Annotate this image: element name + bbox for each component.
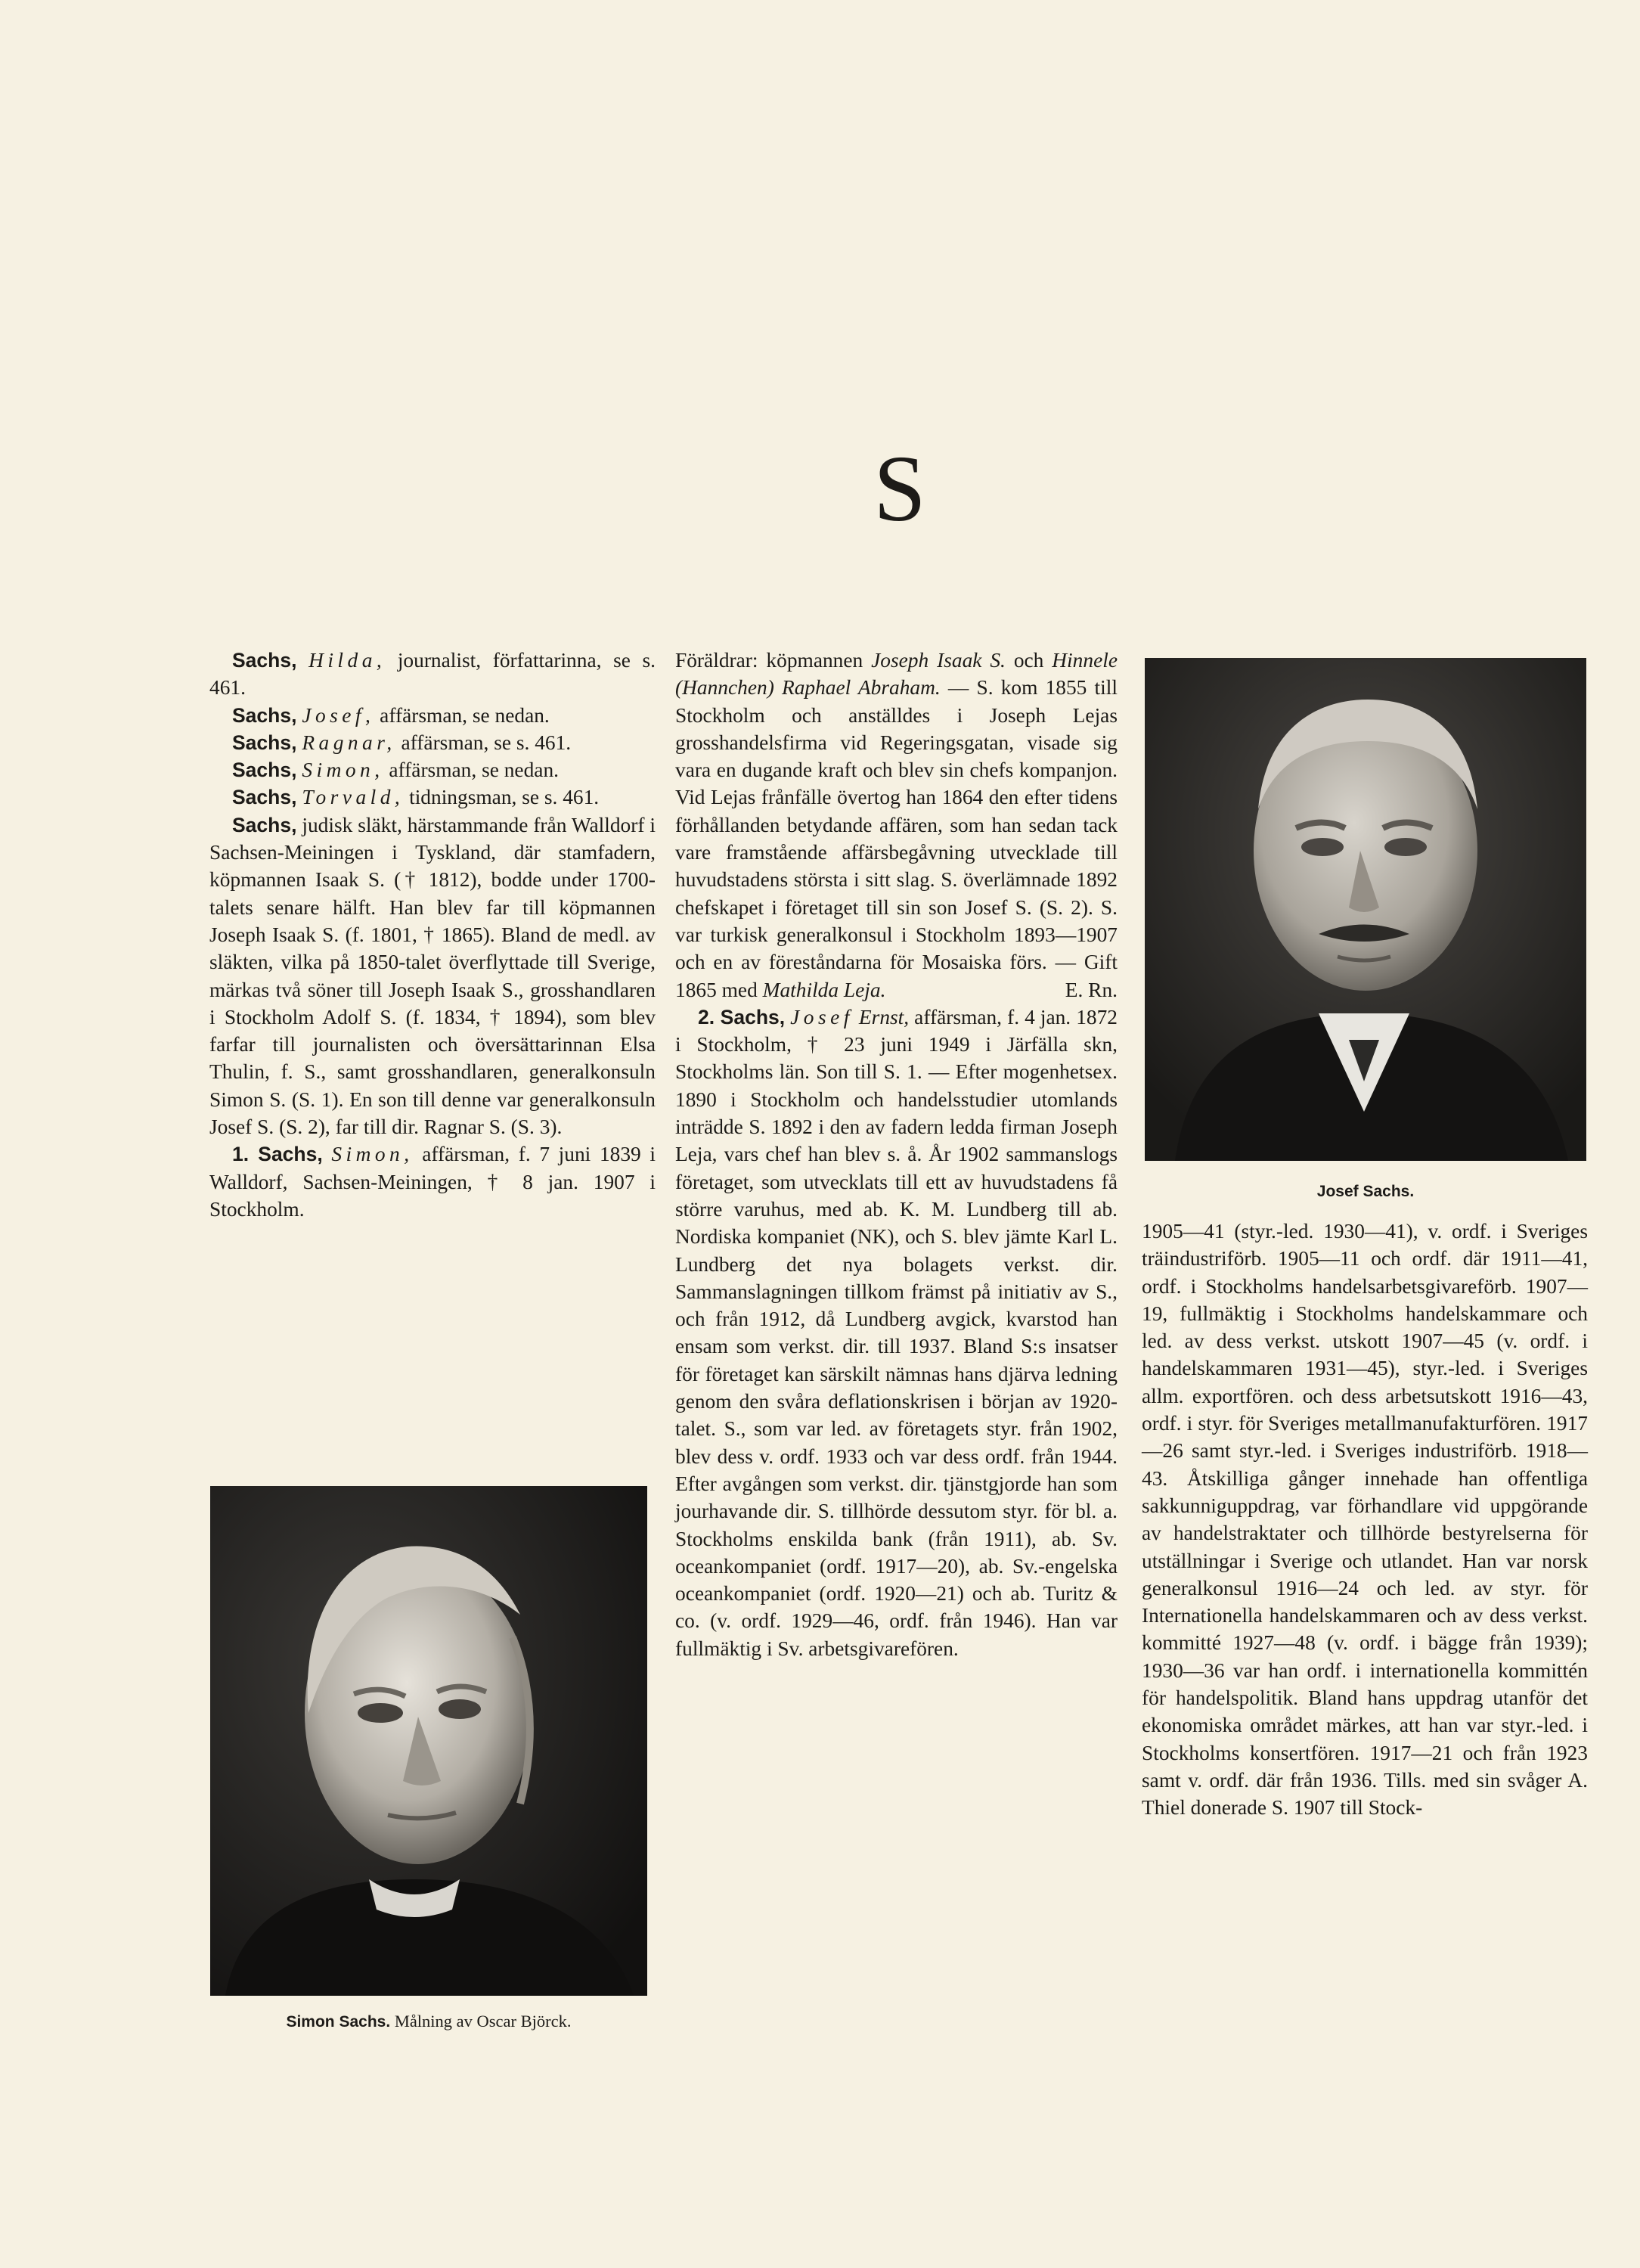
- entry-name: Hilda,: [308, 649, 386, 672]
- entry-headword: Sachs,: [232, 759, 297, 782]
- entry-name: Josef,: [302, 703, 375, 727]
- entry-name: Ragnar,: [302, 731, 396, 754]
- entry-simon-ref: [209, 756, 656, 783]
- portrait-simon-sachs: [210, 1486, 647, 1996]
- caption-name: Josef Sachs.: [1316, 1183, 1415, 1200]
- entry-josef-ref: [209, 702, 656, 729]
- caption-name: Simon Sachs.: [286, 2013, 391, 2031]
- entry-text: journalist, författarinna, se s. 461.: [209, 649, 656, 700]
- entry-text: affärsman, se nedan.: [374, 703, 550, 727]
- entry-headword: 1. Sachs,: [232, 1143, 323, 1166]
- entry-headword: Sachs,: [232, 703, 297, 727]
- entry-text: tidningsman, se s. 461.: [404, 786, 600, 809]
- entry-headword: Sachs,: [232, 649, 297, 672]
- entry-headword: 2. Sachs,: [698, 1005, 786, 1029]
- entry-text: Föräldrar: köpmannen: [675, 649, 872, 672]
- entry-italic: Mathilda Leja.: [762, 978, 886, 1001]
- entry-text: affärsman, f. 7 juni 1839 i Walldorf, Sachsen-Meiningen, † 8 jan. 1907 i Stockholm.: [209, 1143, 656, 1221]
- entry-text: affärsman, se nedan.: [383, 759, 559, 782]
- entry-name: Simon,: [302, 759, 384, 782]
- entry-hilda: [209, 647, 656, 702]
- entry-headword: Sachs,: [232, 813, 297, 836]
- column-1: [209, 647, 656, 1223]
- entry-simon-continued: [675, 647, 1118, 1004]
- caption-credit: Målning av Oscar Björck.: [390, 2012, 572, 2031]
- column-3: [1142, 1218, 1588, 1822]
- entry-text: affärsman, se s. 461.: [395, 731, 572, 754]
- entry-name: Josef: [790, 1005, 854, 1029]
- portrait-josef-sachs: [1145, 658, 1586, 1161]
- section-letter: S: [873, 437, 926, 541]
- author-signature: E. Rn.: [1065, 978, 1118, 1001]
- column-2: [675, 647, 1118, 1662]
- entry-family: [209, 811, 656, 1141]
- entry-name: Ernst,: [858, 1005, 910, 1029]
- entry-text: och: [1005, 649, 1053, 672]
- entry-italic: Joseph Isaak S.: [871, 649, 1006, 672]
- entry-ragnar: [209, 729, 656, 756]
- entry-josef-continued: 1905—41 (styr.-led. 1930—41), v. ordf. i Sveriges träindustriförb. 1905—11 och ordf. där 1911—41, ordf. i Stockholms handelsarbetsgivareförb. 1907—19, fullmäktig i Stockholms handelskammare och led. av dess verkst. utskott 1907—45 (v. ordf. i handelskammaren 1931—45), styr.-led. i Sveriges allm. exportfören. och dess arbetsutskott 1916—43, ordf. i styr. för Sveriges metallmanufakturfören. 1917—26 samt styr.-led. i Sveriges industriförb. 1918—43. Åtskilliga gånger innehade han offentliga sakkunniguppdrag, var förhandlare vid uppgörande av handelstraktater och tillhörde bestyrelserna för utställningar i Sverige och utlandet. Han var norsk generalkonsul 1916—24 och led. av styr. för Internationella handelskammaren och av dess verkst. kommitté 1927—48 (v. ordf. i bägge från 1939); 1930—36 var han ordf. i internationella kommittén för handelspolitik. Bland hans uppdrag utanför det ekonomiska området märkes, att han var styr.-led. i Stockholms konsertfören. 1917—21 och från 1923 samt v. ordf. där från 1936. Tills. med sin svåger A. Thiel donerade S. 1907 till Stock-: [1142, 1220, 1588, 1820]
- entry-italic: Hinnele (Hannchen) Raphael Abraham.: [675, 649, 1118, 700]
- entry-headword: Sachs,: [232, 731, 297, 754]
- entry-josef: [675, 1004, 1118, 1662]
- entry-simon: [209, 1140, 656, 1223]
- caption-simon: [210, 2011, 647, 2033]
- entry-text: — S. kom 1855 till Stockholm och anställdes i Joseph Lejas grosshandelsfirma vid Regeringsgatan, visade sig vara en dugande kraft och blev sin chefs kompanjon. Vid Lejas frånfälle övertog han 1864 den efter tidens förhållanden betydande affären, som han sedan tack vare framstående affärsbegåvning utvecklade till huvudstadens största i sitt slag. S. överlämnade 1892 chefskapet i företaget till sin son Josef S. (S. 2). S. var turkisk generalkonsul i Stockholm 1893—1907 och en av föreståndarna för Mosaiska förs. — Gift 1865 med: [675, 676, 1118, 1001]
- entry-headword: Sachs,: [232, 786, 297, 809]
- entry-text: judisk släkt, härstammande från Walldorf i Sachsen-Meiningen i Tyskland, där stamfadern, köpmannen Isaak S. († 1812), bodde under 1700-talets senare hälft. Han blev far till köpmannen Joseph Isaak S. (f. 1801, † 1865). Bland de medl. av släkten, vilka på 1850-talet överflyttade till Sverige, märkas två söner till Joseph Isaak S., grosshandlaren i Stockholm Adolf S. (f. 1834, † 1894), som blev farfar till journalisten och översättarinnan Elsa Thulin, f. S., samt grosshandlaren, generalkonsuln Simon S. (S. 1). En son till denne var generalkonsuln Josef S. (S. 2), far till dir. Ragnar S. (S. 3).: [209, 813, 656, 1139]
- entry-name: Simon,: [331, 1143, 414, 1166]
- entry-torvald: [209, 783, 656, 811]
- caption-josef: [1145, 1181, 1586, 1202]
- entry-text: affärsman, f. 4 jan. 1872 i Stockholm, † 23 juni 1949 i Järfälla skn, Stockholms län. Son till S. 1. — Efter mogenhetsex. 1890 i Stockholm och handelsstudier utomlands inträdde S. 1892 i den av fadern ledda firman Joseph Leja, vars chef han blev s. å. År 1902 sammanslogs företaget, som utvecklats till ett av huvudstadens få större varuhus, med ab. K. M. Lundberg till ab. Nordiska kompaniet (NK), och S. blev jämte Karl L. Lundberg det nya bolagets verkst. dir. Sammanslagningen tillkom främst på initiativ av S., och från 1912, då Lundberg avgick, kvarstod han ensam som verkst. dir. till 1937. Bland S:s insatser för företaget kan särskilt nämnas hans djärva ledning genom den svåra deflationskrisen i början av 1920-talet. S., som var led. av företagets styr. från 1902, blev dess v. ordf. 1933 och var dess ordf. från 1944. Efter avgången som verkst. dir. tjänstgjorde han som jourhavande dir. S. tillhörde dessutom styr. för bl. a. Stockholms enskilda bank (från 1911), ab. Sv. oceankompaniet (ordf. 1917—20), ab. Sv.-engelska oceankompaniet (ordf. 1920—21) och ab. Turitz & co. (v. ordf. 1929—46, ordf. från 1946). Han var fullmäktig i Sv. arbetsgivarefören.: [675, 1005, 1118, 1660]
- entry-name: Torvald,: [302, 786, 405, 809]
